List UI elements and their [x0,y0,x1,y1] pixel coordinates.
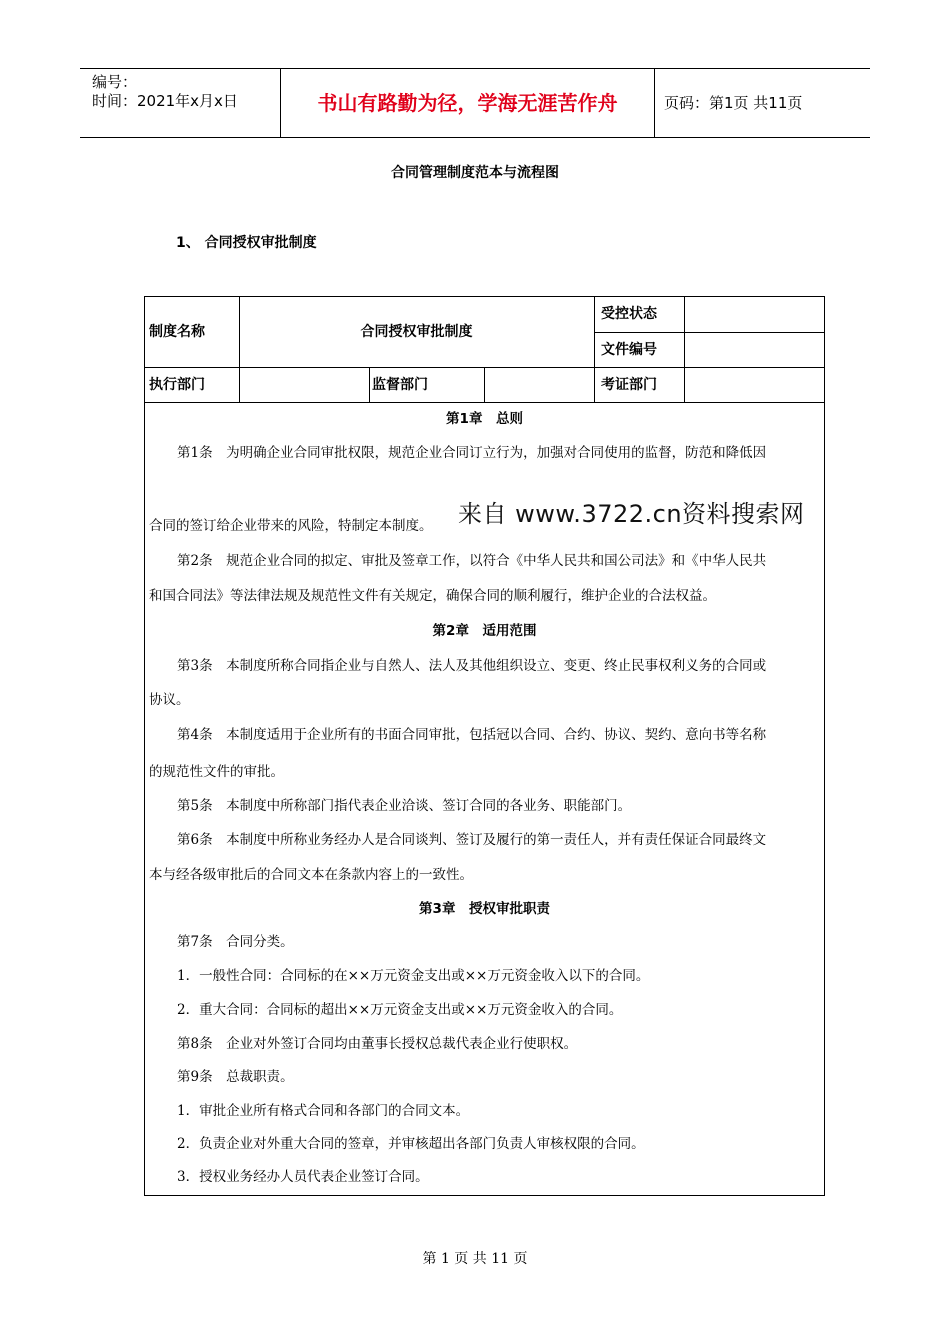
grid-line [369,367,370,402]
watermark-text: 来自 www.3722.cn资料搜索网 [458,500,805,528]
name-value: 合同授权审批制度 [360,324,473,340]
file-number-label: 文件编号 [601,342,657,358]
article-line: 第3条 本制度所称合同指企业与自然人、法人及其他组织设立、变更、终止民事权利义务的合同或 [177,658,767,674]
article-line: 第8条 企业对外签订合同均由董事长授权总裁代表企业行使职权。 [177,1036,578,1052]
page-header [80,68,870,138]
article-line: 第4条 本制度适用于企业所有的书面合同审批，包括冠以合同、合约、协议、契约、意向书等名称 [177,727,767,743]
audit-dept-label: 考证部门 [601,377,657,393]
exec-dept-label: 执行部门 [149,377,205,393]
grid-line [239,297,240,402]
article-line: 第2条 规范企业合同的拟定、审批及签章工作，以符合《中华人民共和国公司法》和《中华人民共 [177,553,767,569]
grid-line [594,332,824,333]
header-meta [80,69,280,137]
article-line: 的规范性文件的审批。 [149,764,284,780]
article-line: 和国合同法》等法律法规及规范性文件有关规定，确保合同的顺利履行，维护企业的合法权益。 [149,588,716,604]
control-status-label: 受控状态 [601,306,657,322]
chapter-heading: 第1章 总则 [446,411,523,427]
article-line: 第5条 本制度中所称部门指代表企业洽谈、签订合同的各业务、职能部门。 [177,798,632,814]
grid-line [145,402,824,403]
header-motto: 书山有路勤为径，学海无涯苦作舟 [280,69,655,137]
article-line: 本与经各级审批后的合同文本在条款内容上的一致性。 [149,867,473,883]
article-line: 第9条 总裁职责。 [177,1069,294,1085]
name-label: 制度名称 [149,324,205,340]
article-line: 协议。 [149,692,190,708]
regulation-table [144,296,825,1196]
number-label: 编号： [92,73,138,91]
document-title: 合同管理制度范本与流程图 [391,165,559,181]
article-line: 合同的签订给企业带来的风险，特制定本制度。 [149,518,433,534]
article-line: 第6条 本制度中所称业务经办人是合同谈判、签订及履行的第一责任人，并有责任保证合同最终文 [177,832,767,848]
chapter-heading: 第2章 适用范围 [432,623,537,639]
list-item: 1．审批企业所有格式合同和各部门的合同文本。 [177,1103,470,1119]
article-line: 第7条 合同分类。 [177,934,294,950]
chapter-heading: 第3章 授权审批职责 [419,901,550,917]
time-label: 时间：2021年x月x日 [92,92,238,110]
header-page-info: 页码：第1页 共11页 [664,94,803,112]
article-line: 第1条 为明确企业合同审批权限，规范企业合同订立行为，加强对合同使用的监督，防范和降低因 [177,445,767,461]
list-item: 3．授权业务经办人员代表企业签订合同。 [177,1169,429,1185]
supervise-dept-label: 监督部门 [372,377,428,393]
list-item: 2．重大合同：合同标的超出××万元资金支出或××万元资金收入的合同。 [177,1002,623,1018]
list-item: 1．一般性合同：合同标的在××万元资金支出或××万元资金收入以下的合同。 [177,968,650,984]
list-item: 2．负责企业对外重大合同的签章，并审核超出各部门负责人审核权限的合同。 [177,1136,645,1152]
grid-line [684,297,685,402]
grid-line [484,367,485,402]
grid-line [594,297,595,402]
page-footer: 第 1 页 共 11 页 [422,1251,528,1267]
section-heading: 1、 合同授权审批制度 [176,235,317,251]
